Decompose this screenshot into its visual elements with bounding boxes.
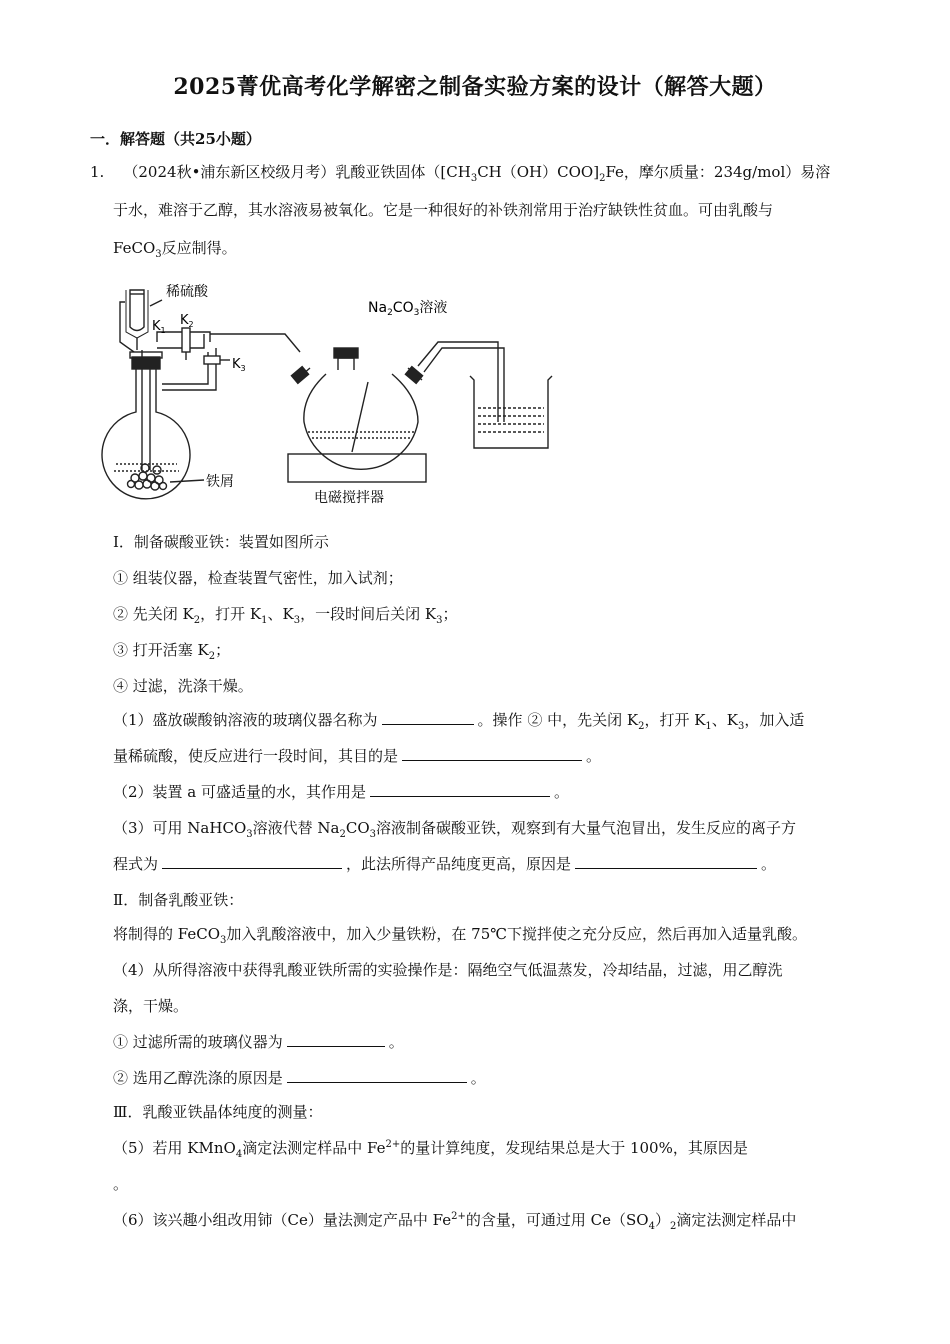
question-1-4: （4）从所得溶液中获得乳酸亚铁所需的实验操作是：隔绝空气低温蒸发，冷却结晶，过滤，用乙醇洗 [113,961,783,979]
section-heading: 一．解答题（共25小题） [90,130,261,148]
question-1-1: （1）盛放碳酸钠溶液的玻璃仪器名称为 。操作 ② 中，先关闭 $K_2$，打开 $K_1$、$K_3$，加入适 [113,711,805,732]
part2-procedure: 将制得的 FeCO$_3$加入乳酸溶液中，加入少量铁粉，在 75℃下搅拌使之充分反应，然后再加入适量乳酸。 [113,925,808,946]
question-number: 1. [90,163,105,181]
question-1-4-b: ② 选用乙醇洗涤的原因是 。 [113,1069,486,1087]
k2-label: $K_2$ [180,313,194,329]
step-2: ② 先关闭 $K_2$，打开 $K_1$、$K_3$，一段时间后关闭 $K_3$； [113,605,458,626]
question-1-intro-line2: 于水，难溶于乙醇，其水溶液易被氧化。它是一种很好的补铁剂常用于治疗缺铁性贫血。可由乳酸与 [113,201,774,219]
answer-blank[interactable] [575,854,757,869]
answer-blank[interactable] [402,746,582,761]
question-1-4-a: ① 过滤所需的玻璃仪器为 。 [113,1033,404,1051]
iron-filings [128,464,167,490]
step-3: ③ 打开活塞 $K_2$； [113,641,231,662]
question-1-2: （2）装置 a 可盛适量的水，其作用是 。 [113,783,570,801]
answer-blank[interactable] [287,1032,385,1047]
step-1: ① 组装仪器，检查装置气密性，加入试剂； [113,569,403,587]
na2co3-solution-label: $Na_2CO_3$溶液 [368,300,448,318]
k3-stopcock [204,356,230,364]
dilute-sulfuric-acid-label: 稀硫酸 [166,284,208,300]
answer-blank[interactable] [162,854,342,869]
question-1-3: （3）可用 NaHCO$_3$溶液代替 $Na_2CO_3$溶液制备碳酸亚铁，观察到有大量气泡冒出，发生反应的离子方 [113,819,797,840]
question-1-4-cont: 涤，干燥。 [113,997,189,1015]
dropping-funnel [130,290,144,331]
k1-label: $K_1$ [152,319,166,335]
k3-label: $K_3$ [232,357,246,373]
question-1-3-cont: 程式为 ，此法所得产品纯度更高，原因是 。 [113,855,777,873]
question-1-intro-line3: FeCO$_3$反应制得。 [113,239,237,260]
magnetic-stirrer [288,454,426,482]
k2-stopcock [182,328,190,360]
answer-blank[interactable] [370,782,550,797]
part3-heading: Ⅲ．乳酸亚铁晶体纯度的测量： [113,1103,323,1121]
answer-blank[interactable] [382,710,474,725]
question-1-6: （6）该兴趣小组改用铈（Ce）量法测定产品中 $Fe^{2+}$的含量，可通过用 $Ce(SO_4)_2$滴定法测定样品中 [113,1211,797,1232]
question-1-5: （5）若用 KMnO$_4$滴定法测定样品中 $Fe^{2+}$的量计算纯度，发现结果总是大于 100%，其原因是 [113,1139,748,1160]
iron-filings-label: 铁屑 [206,474,234,490]
question-1-intro-line1: 1. （2024秋•浦东新区校级月考）乳酸亚铁固体（$[CH_3CH(OH)COO]_2Fe$，摩尔质量：234g/mol）易溶 [90,163,831,184]
answer-blank[interactable] [287,1068,467,1083]
part2-heading: Ⅱ．制备乳酸亚铁： [113,891,244,909]
part1-heading: I．制备碳酸亚铁：装置如图所示 [113,533,329,551]
beaker [470,376,552,448]
step-4: ④ 过滤，洗涤干燥。 [113,677,253,695]
magnetic-stirrer-label: 电磁搅拌器 [314,490,384,506]
question-1-5-cont: 。 [113,1175,129,1193]
page-title: 2025菁优高考化学解密之制备实验方案的设计（解答大题） [173,74,777,100]
apparatus-figure [100,272,560,512]
flask-stopper [132,357,160,369]
question-1-1-cont: 量稀硫酸，使反应进行一段时间，其目的是 。 [113,747,602,765]
